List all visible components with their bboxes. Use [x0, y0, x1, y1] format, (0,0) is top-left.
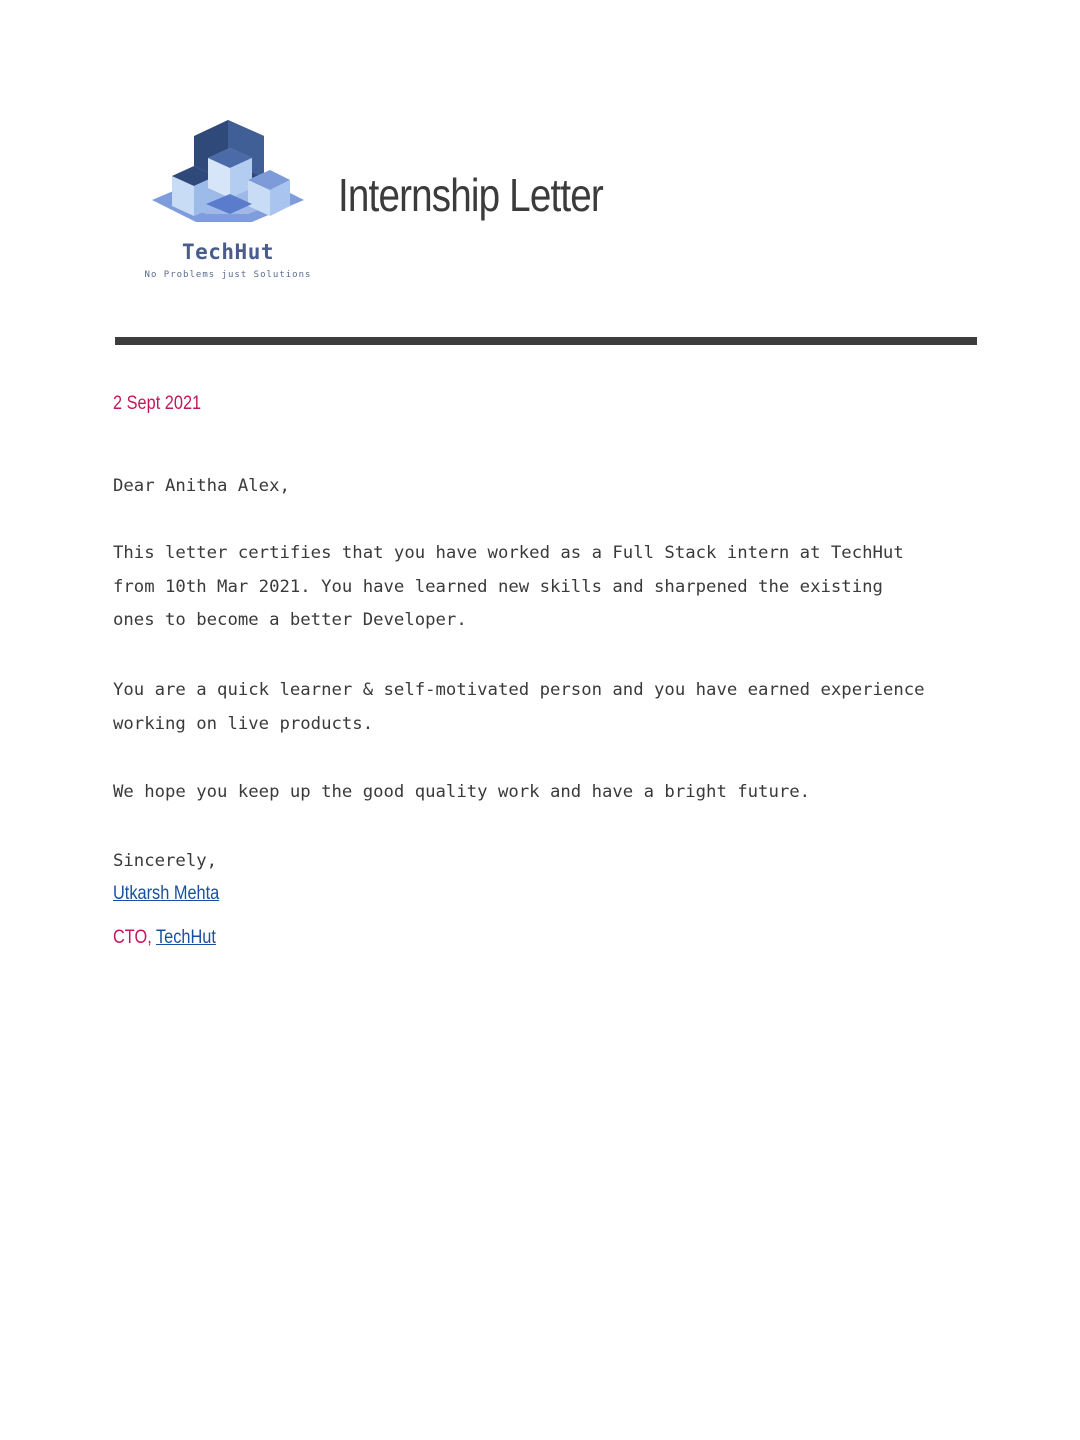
header-divider [115, 337, 977, 345]
paragraph-line: from 10th Mar 2021. You have learned new skills and sharpened the existing [113, 576, 883, 597]
signer-role: CTO, [113, 927, 156, 948]
company-logo [128, 118, 328, 298]
paragraph-line: ones to become a better Developer. [113, 610, 467, 631]
paragraph-line: You are a quick learner & self-motivated person and you have earned experience [113, 680, 925, 700]
closing: Sincerely, [113, 851, 218, 871]
company-link[interactable]: TechHut [155, 927, 216, 948]
paragraph-certification [113, 537, 904, 638]
logo-tagline: No Problems just Solutions [144, 270, 312, 280]
paragraph-line: This letter certifies that you have worked as a Full Stack intern at TechHut [113, 543, 904, 563]
letter-date: 2 Sept 2021 [113, 393, 202, 414]
paragraph-line: working on live products. [113, 713, 374, 734]
techhut-logo-icon [148, 118, 308, 230]
logo-company-name: TechHut [181, 240, 274, 264]
signer-name-link[interactable]: Utkarsh Mehta [113, 883, 220, 904]
page-title: Internship Letter [338, 169, 603, 221]
paragraph-wishes: We hope you keep up the good quality work and have a bright future. [113, 782, 811, 802]
signer-title [113, 927, 216, 949]
paragraph-qualities [113, 674, 925, 741]
salutation: Dear Anitha Alex, [113, 476, 290, 496]
